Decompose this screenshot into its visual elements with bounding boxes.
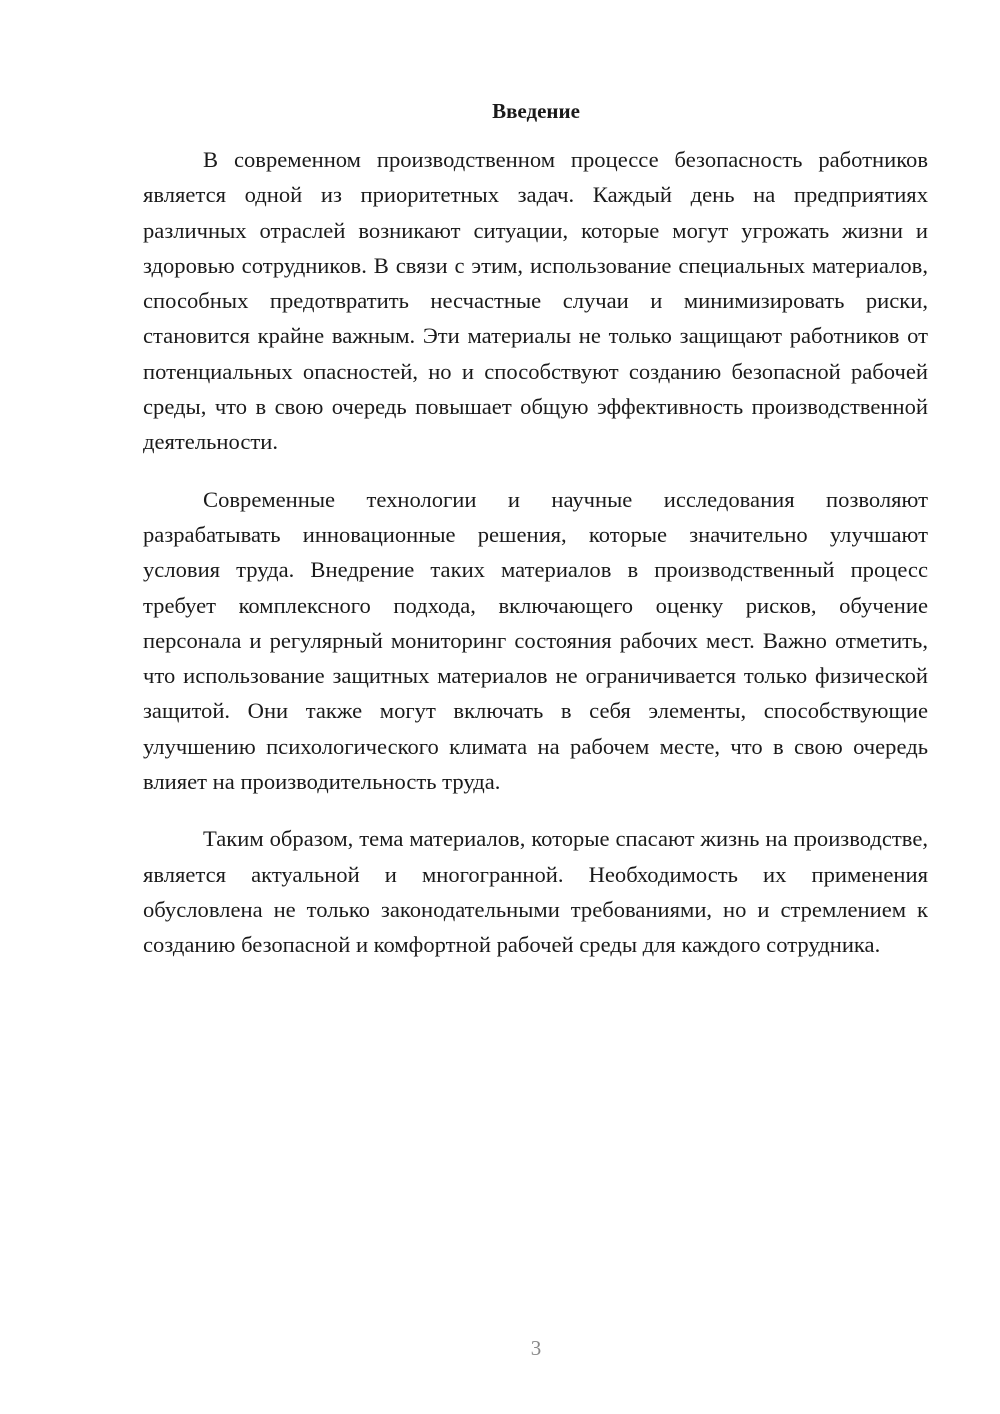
paragraph-3: Таким образом, тема материалов, которые спасают жизнь на производстве, является актуальной и многогранной. Необходимость их применения обусловлена не только законодательными требованиями, но и стремлением к созданию безопасной и комфортной рабочей среды для каждого сотрудника. [143,826,928,958]
section-heading: Введение [492,99,580,123]
paragraph-2: Современные технологии и научные исследования позволяют разрабатывать инновационные решения, которые значительно улучшают условия труда. Внедрение таких материалов в производственный процесс требует комплексного подхода, включающего оценку рисков, обучение персонала и регулярный мониторинг состояния рабочих мест. Важно отметить, что использование защитных материалов не ограничивается только физической защитой. Они также могут включать в себя элементы, способствующие улучшению психологического климата на рабочем месте, что в свою очередь влияет на производительность труда. [143,486,928,795]
page-number: 3 [530,1336,542,1360]
body-text [143,142,928,985]
paragraph-1: В современном производственном процессе безопасность работников является одной из приоритетных задач. Каждый день на предприятиях различных отраслей возникают ситуации, которые могут угрожать жизни и здоровью сотрудников. В связи с этим, использование специальных материалов, способных предотвратить несчастные случаи и минимизировать риски, становится крайне важным. Эти материалы не только защищают работников от потенциальных опасностей, но и способствуют созданию безопасной рабочей среды, что в свою очередь повышает общую эффективность производственной деятельности. [143,147,928,455]
